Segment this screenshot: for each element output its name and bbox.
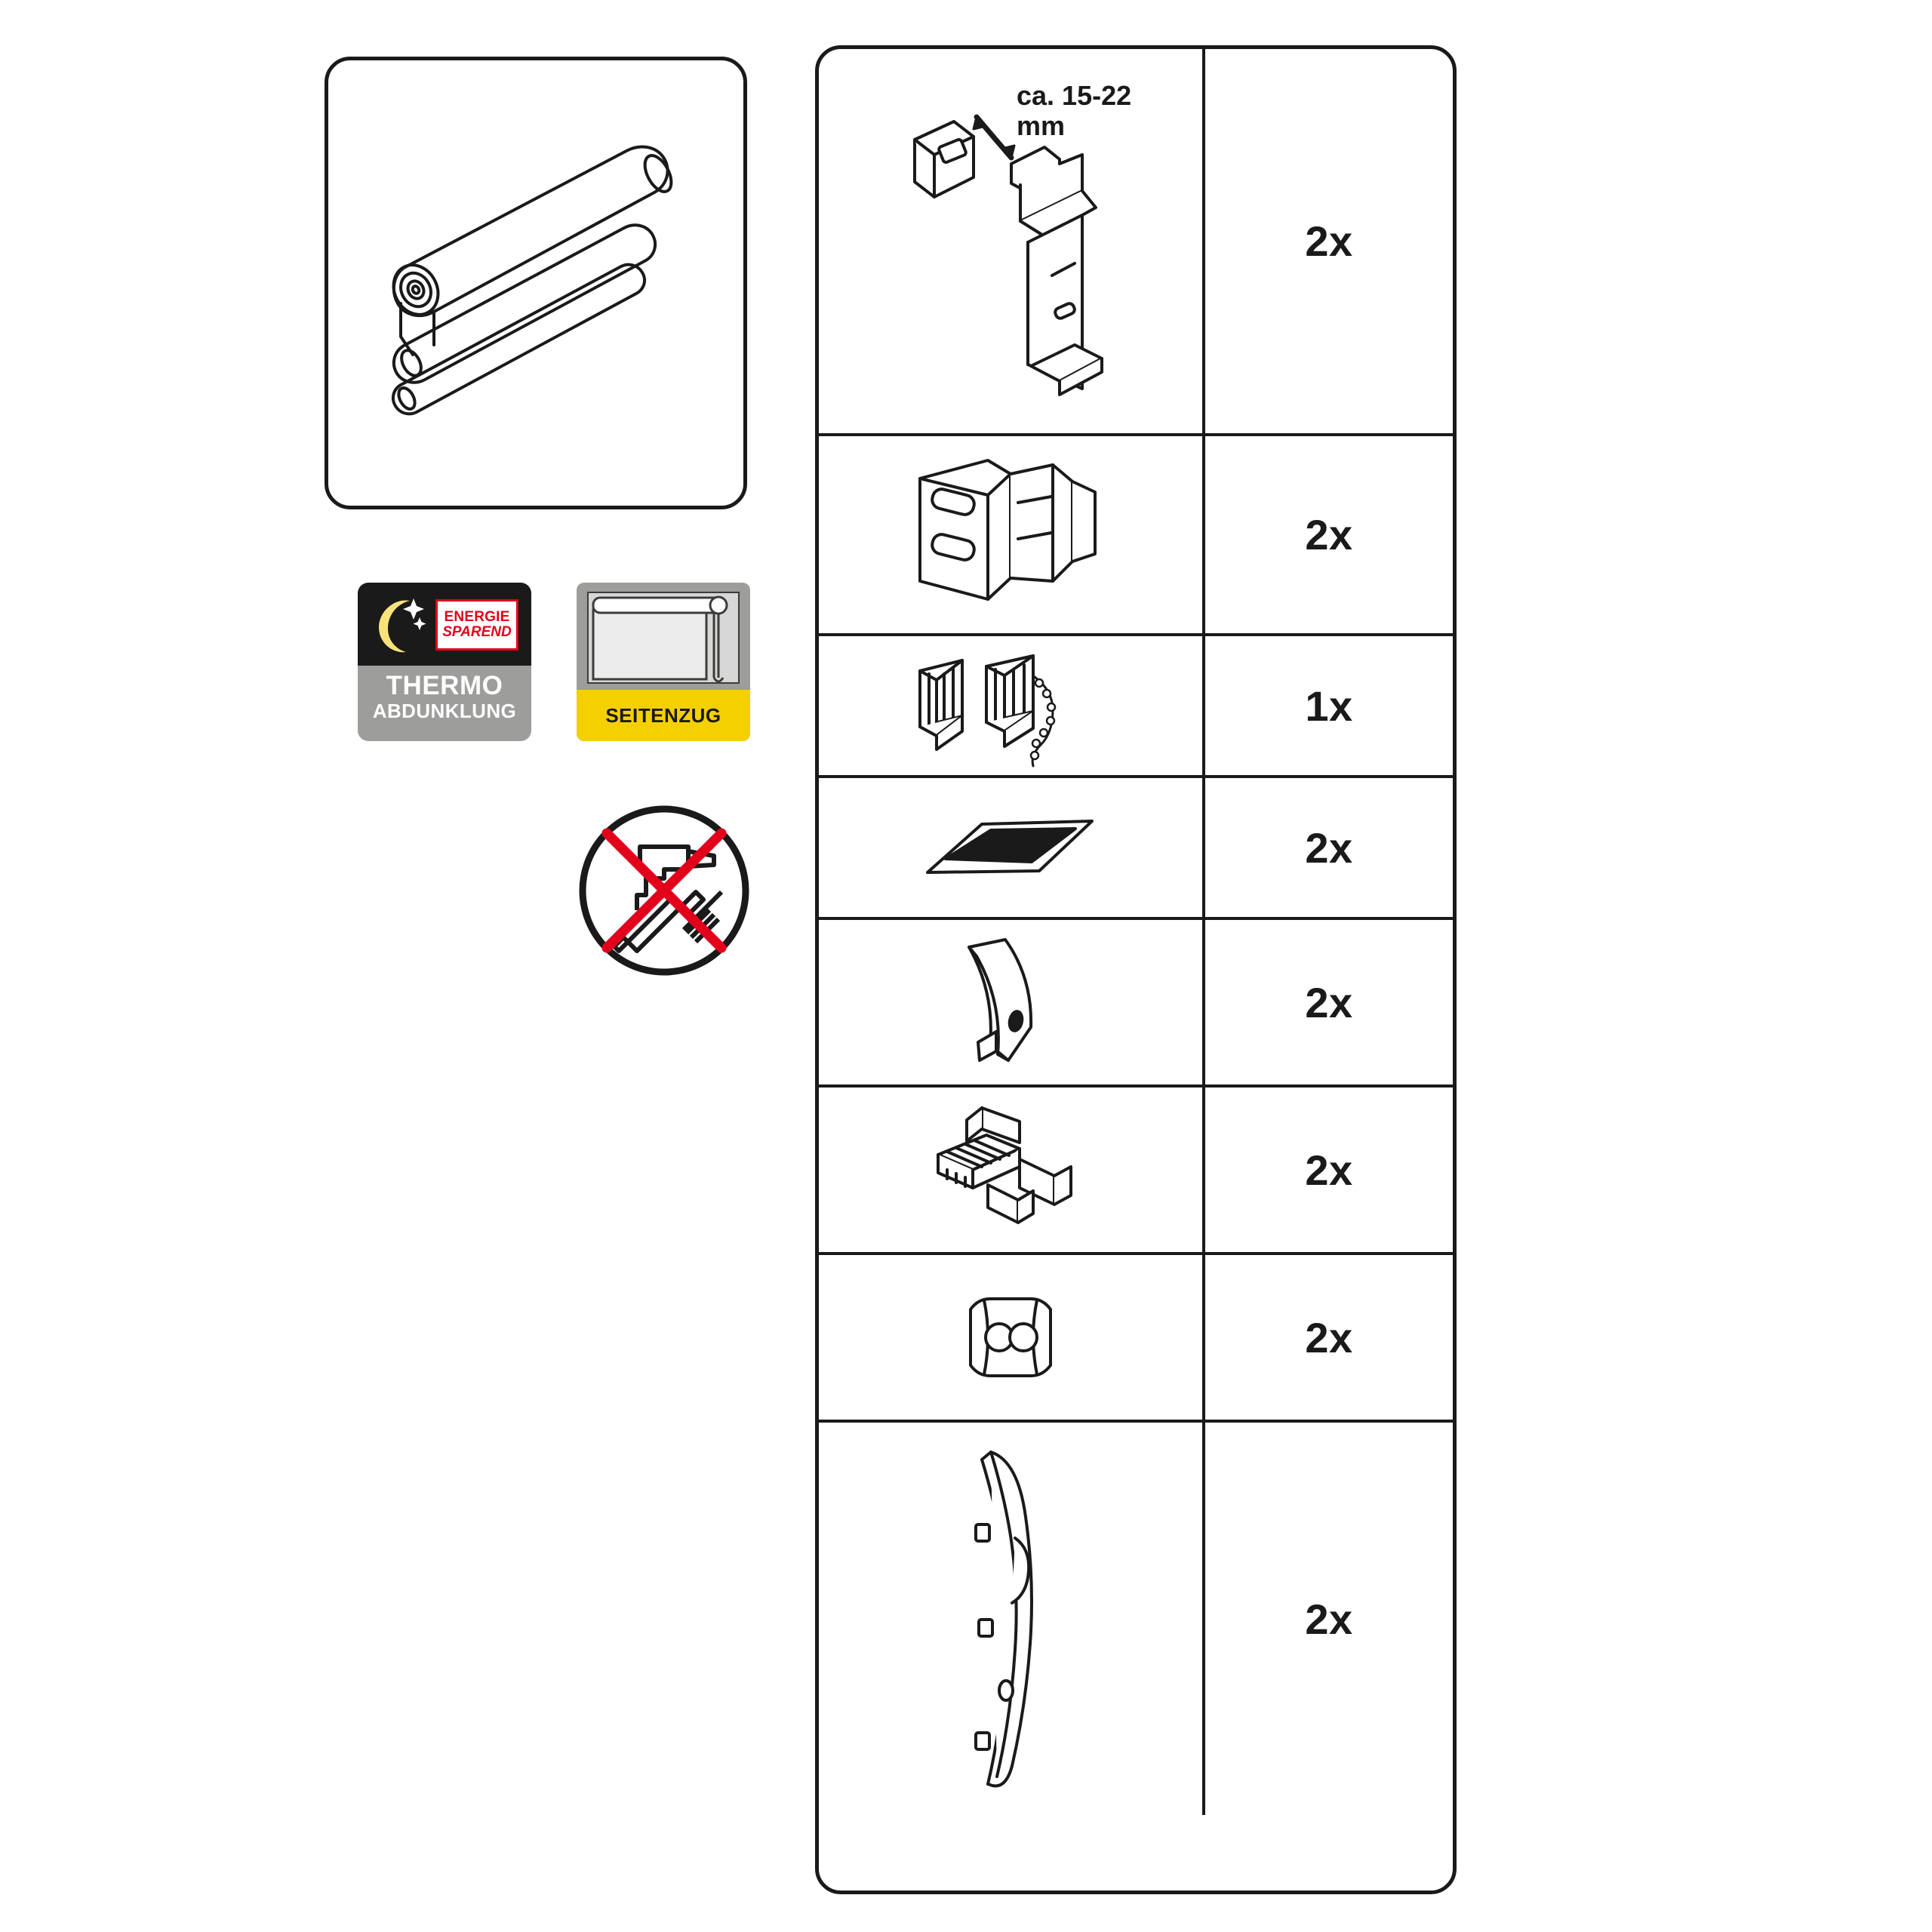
seitenzug-label: SEITENZUG	[605, 703, 721, 727]
dimension-line1: ca. 15-22	[1017, 80, 1132, 111]
quantity-label: 2x	[1305, 511, 1353, 558]
quantity-label: 2x	[1305, 1595, 1353, 1643]
wall-bracket-icon	[897, 448, 1124, 622]
dimension-annotation	[1017, 81, 1131, 142]
feature-badges	[358, 583, 750, 756]
side-chain-blind-drawing	[589, 593, 738, 682]
energy-label-line2: SPAREND	[442, 624, 512, 640]
thermo-label-line1: THERMO	[386, 671, 503, 700]
part-image-cell	[819, 920, 1205, 1084]
part-image-cell	[819, 1423, 1205, 1815]
part-image-cell	[819, 778, 1205, 917]
table-row	[819, 1088, 1453, 1255]
product-illustration-panel	[325, 57, 747, 509]
part-image-cell	[819, 636, 1205, 775]
table-row	[819, 1423, 1453, 1815]
badge-seitenzug	[577, 583, 750, 741]
left-column	[325, 45, 792, 951]
table-row	[819, 636, 1453, 778]
seitenzug-label-bar	[577, 690, 750, 741]
curved-clip-icon	[946, 931, 1075, 1074]
part-image-cell	[819, 49, 1205, 433]
part-quantity-cell	[1205, 920, 1453, 1084]
table-row	[819, 49, 1453, 436]
adhesive-pad-icon	[912, 798, 1109, 897]
side-chain-blind-icon	[587, 592, 740, 684]
badge-thermo-abdunklung	[358, 583, 531, 741]
quantity-label: 2x	[1305, 823, 1353, 872]
part-image-cell	[819, 436, 1205, 633]
moon-stars-icon	[374, 596, 429, 654]
part-quantity-cell	[1205, 778, 1453, 917]
part-quantity-cell	[1205, 1088, 1453, 1252]
thermo-label-group	[358, 667, 531, 721]
part-quantity-cell	[1205, 1423, 1453, 1815]
clamp-bracket-icon	[833, 64, 1188, 419]
bottom-rail-profile-icon	[943, 1441, 1078, 1796]
part-quantity-cell	[1205, 436, 1453, 633]
thermo-label-line2: ABDUNKLUNG	[372, 699, 517, 722]
table-row	[819, 1255, 1453, 1423]
part-quantity-cell	[1205, 636, 1453, 775]
table-row	[819, 778, 1453, 920]
end-caps-with-chain-icon	[890, 644, 1131, 768]
parts-list-table	[815, 45, 1457, 1894]
quantity-label: 2x	[1305, 217, 1353, 265]
chain-guide-icon	[954, 1281, 1067, 1394]
part-image-cell	[819, 1088, 1205, 1252]
part-image-cell	[819, 1255, 1205, 1420]
dimension-line2: mm	[1017, 110, 1066, 142]
no-drilling-symbol	[574, 800, 755, 981]
quantity-label: 2x	[1305, 978, 1353, 1026]
quantity-label: 2x	[1305, 1146, 1353, 1194]
table-row	[819, 436, 1453, 636]
energy-saving-label	[435, 599, 518, 651]
rolled-blind-illustration	[328, 60, 740, 503]
part-quantity-cell	[1205, 49, 1453, 433]
quantity-label: 2x	[1305, 1313, 1353, 1361]
energy-label-line1: ENERGIE	[444, 609, 510, 626]
part-quantity-cell	[1205, 1255, 1453, 1420]
no-drilling-icon	[574, 800, 755, 981]
quantity-label: 1x	[1305, 681, 1353, 730]
roller-insert-icon	[912, 1094, 1109, 1245]
table-row	[819, 920, 1453, 1088]
